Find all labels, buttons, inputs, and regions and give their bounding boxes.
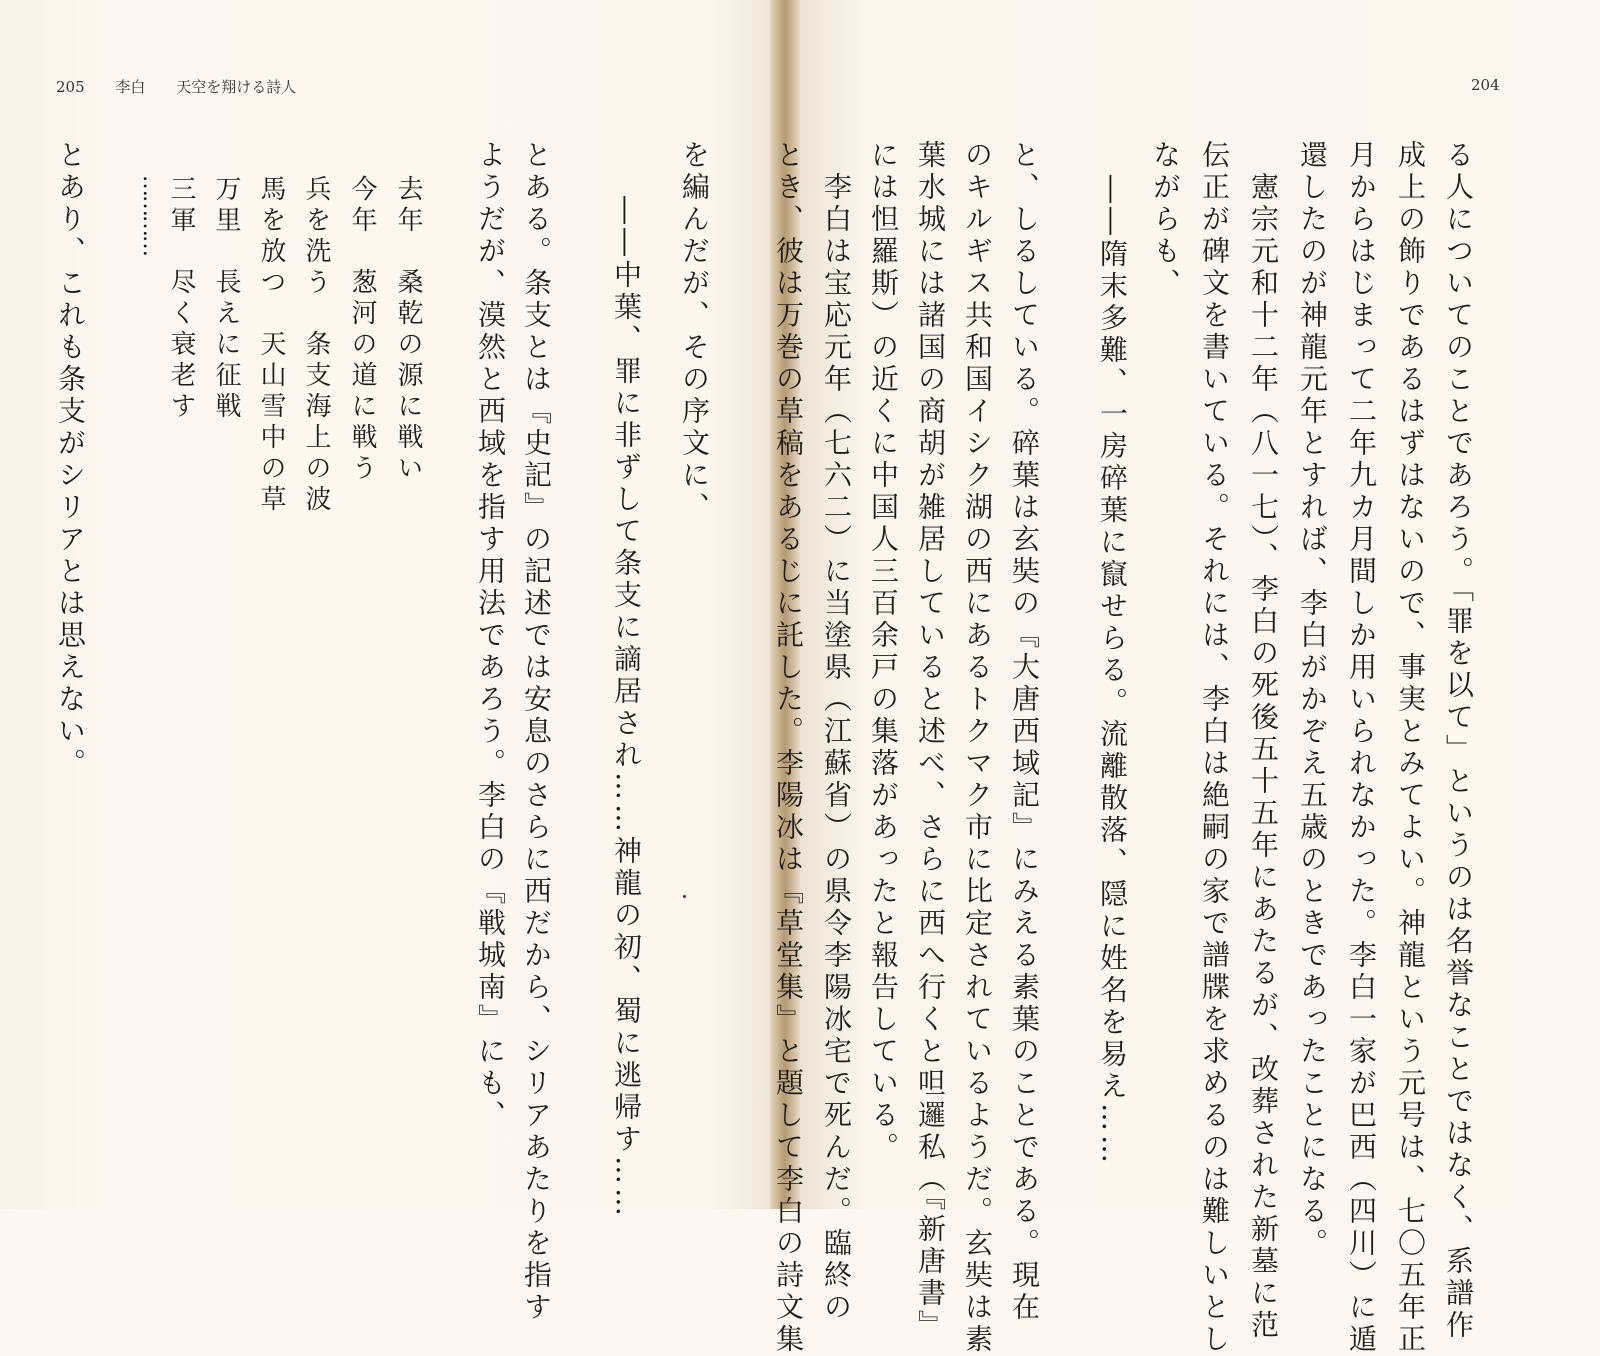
poem-line: 馬を放つ 天山雪中の草 bbox=[256, 175, 286, 516]
text-column: とあり、これも条支がシリアとは思えない。 bbox=[54, 140, 87, 780]
text-column: ――中葉、罪に非ずして条支に謫居され……神龍の初、蜀に逃帰す…… bbox=[610, 196, 643, 1220]
left-page-header bbox=[56, 76, 322, 97]
left-header-author: 李白 bbox=[115, 78, 146, 96]
text-column: と、しるしている。碎葉は玄奘の『大唐西域記』にみえる素葉のことである。現在 bbox=[1008, 140, 1041, 1324]
right-page-number: 204 bbox=[1471, 76, 1500, 94]
poem-line: 去年 桑乾の源に戦い bbox=[393, 175, 423, 485]
text-column: ――隋末多難、一房碎葉に竄せらる。流離散落、隠に姓名を易え…… bbox=[1096, 175, 1129, 1167]
text-column: 憲宗元和十二年（八一七）、李白の死後五十五年にあたるが、改葬された新墓に范 bbox=[1247, 140, 1280, 1342]
right-page bbox=[772, 0, 1600, 1356]
text-column: 成上の飾りであるはずはないので、事実とみてよい。神龍という元号は、七〇五年正 bbox=[1394, 140, 1427, 1356]
left-page bbox=[0, 0, 770, 1324]
text-column: 李白は宝応元年（七六二）に当塗県（江蘇省）の県令李陽冰宅で死んだ。臨終の bbox=[820, 140, 853, 1324]
poem-line: 三軍 尽く衰老す bbox=[166, 175, 196, 423]
text-column: る人についてのことであろう。「罪を以て」というのは名誉なことではなく、系譜作 bbox=[1442, 140, 1475, 1342]
text-column: 伝正が碑文を書いている。それには、李白は絶嗣の家で譜牒を求めるのは難しいとし bbox=[1198, 140, 1231, 1356]
text-column: 葉水城には諸国の商胡が雑居していると述べ、さらに西へ行くと呾邏私（『新唐書』 bbox=[914, 140, 947, 1342]
poem-line: 今年 葱河の道に戦う bbox=[347, 175, 377, 485]
text-column: 月からはじまって二年九カ月間しか用いられなかった。李白一家が巴西（四川）に遁 bbox=[1345, 140, 1378, 1356]
text-column: ながらも、 bbox=[1149, 140, 1182, 300]
paper-speck bbox=[683, 895, 686, 898]
text-column: には怛羅斯）の近くに中国人三百余戸の集落があったと報告している。 bbox=[867, 140, 900, 1164]
right-page-header bbox=[1471, 76, 1526, 94]
left-page-number: 205 bbox=[56, 78, 85, 96]
text-column: 還したのが神龍元年とすれば、李白がかぞえ五歳のときであったことになる。 bbox=[1296, 140, 1329, 1260]
poem-line: 兵を洗う 条支海上の波 bbox=[301, 175, 331, 516]
text-column: ようだが、漠然と西域を指す用法であろう。李白の『戦城南』にも、 bbox=[474, 140, 507, 1132]
poem-line: 万里 長えに征戦 bbox=[211, 175, 241, 423]
ellipsis: ………… bbox=[138, 175, 163, 255]
left-header-title: 天空を翔ける詩人 bbox=[176, 78, 297, 96]
text-column: を編んだが、その序文に、 bbox=[678, 140, 711, 524]
text-column: のキルギス共和国イシク湖の西にあるトクマク市に比定されているようだ。玄奘は素 bbox=[961, 140, 994, 1356]
text-column: とある。条支とは『史記』の記述では安息のさらに西だから、シリアあたりを指す bbox=[520, 140, 553, 1324]
text-column: とき、彼は万巻の草稿をあるじに託した。李陽冰は『草堂集』と題して李白の詩文集 bbox=[772, 140, 805, 1356]
